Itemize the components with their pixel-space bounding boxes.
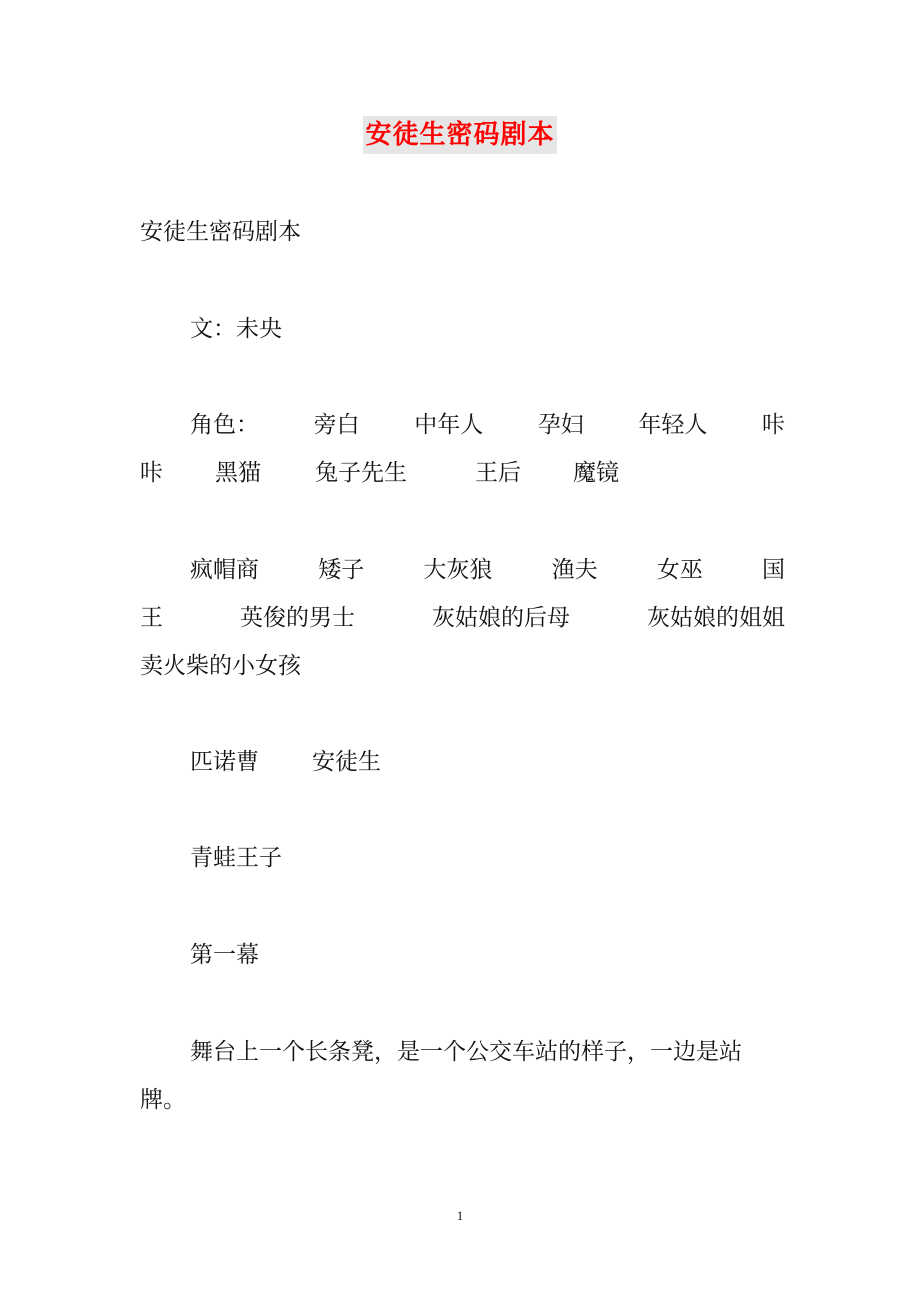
role-item: 渔夫 [551, 557, 598, 583]
stage-direction-line-2: 牌。 [140, 1087, 186, 1113]
roles-label: 角色： [190, 412, 259, 438]
role-item: 咔 [140, 460, 163, 486]
document-title-wrapper [0, 116, 920, 154]
role-item: 魔镜 [573, 460, 619, 486]
role-item: 匹诺曹 [190, 749, 259, 775]
stage-direction-line-1: 舞台上一个长条凳，是一个公交车站的样子，一边是站 [190, 1039, 742, 1065]
role-item: 灰姑娘的姐姐 [647, 605, 785, 631]
role-item: 安徒生 [312, 749, 381, 775]
role-item: 矮子 [318, 557, 365, 583]
role-item: 英俊的男士 [240, 605, 355, 631]
author-line: 文：未央 [190, 316, 282, 342]
roles-line-6 [190, 738, 785, 786]
roles-line-3 [190, 546, 785, 594]
role-item: 兔子先生 [315, 460, 407, 486]
subtitle-line: 安徒生密码剧本 [140, 219, 301, 245]
page-number: 1 [456, 1208, 464, 1223]
role-item: 疯帽商 [190, 557, 259, 583]
role-item: 国 [761, 557, 785, 583]
role-item: 女巫 [656, 557, 703, 583]
role-item: 王后 [475, 460, 521, 486]
role-item: 孕妇 [537, 412, 584, 438]
roles-line-1 [190, 401, 785, 449]
role-item: 黑猫 [215, 460, 261, 486]
role-item: 中年人 [414, 412, 484, 438]
roles-line-2 [140, 449, 785, 497]
role-item: 旁白 [313, 412, 360, 438]
act-heading: 第一幕 [190, 942, 259, 968]
role-item: 咔 [761, 412, 785, 438]
roles-line-4 [140, 594, 785, 642]
roles-line-5: 卖火柴的小女孩 [140, 653, 301, 679]
document-title: 安徒生密码剧本 [363, 116, 556, 154]
role-item: 灰姑娘的后母 [432, 605, 570, 631]
role-item: 王 [140, 605, 163, 631]
roles-line-7: 青蛙王子 [190, 845, 282, 871]
role-item: 大灰狼 [423, 557, 493, 583]
role-item: 年轻人 [638, 412, 708, 438]
